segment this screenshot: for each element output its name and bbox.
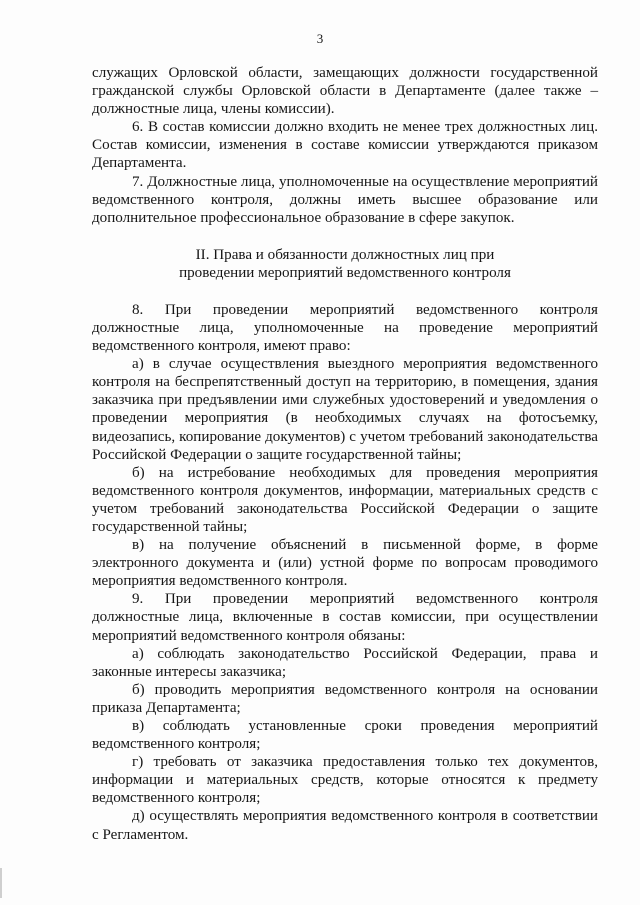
section-heading-line-2: проведении мероприятий ведомственного контроля [179,265,511,282]
paragraph-item-9b: б) проводить мероприятия ведомственного контроля на основании приказа Департамента; [92,681,598,716]
section-heading [92,246,598,283]
document-body [92,64,598,844]
paragraph-item-9: 9. При проведении мероприятий ведомственного контроля должностные лица, включенные в состав комиссии, при осуществлении мероприятий ведомственного контроля обязаны: [92,591,598,644]
paragraph-item-7: 7. Должностные лица, уполномоченные на осуществление мероприятий ведомственного контроля, должны иметь высшее образование или дополнительное профессиональное образование в сфере закупок. [92,173,598,226]
paragraph-item-9v: в) соблюдать установленные сроки проведения мероприятий ведомственного контроля; [92,718,598,753]
page-number: 3 [316,31,324,46]
paragraph-item-9d: д) осуществлять мероприятия ведомственного контроля в соответствии с Регламентом. [92,808,598,843]
paragraph-item-8b: б) на истребование необходимых для проведения мероприятия ведомственного контроля документов, информации, материальных средств с учетом требований законодательства Российской Федерации о защите государственной тайны; [92,464,598,535]
paragraph-item-8v: в) на получение объяснений в письменной форме, в форме электронного документа и (или) устной форме по вопросам проводимого мероприятия ведомственного контроля. [92,537,598,590]
paragraph-item-8: 8. При проведении мероприятий ведомственного контроля должностные лица, уполномоченные на проведение мероприятий ведомственного контроля, имеют право: [92,301,598,355]
paragraph-item-9g: г) требовать от заказчика предоставления только тех документов, информации и материальных средств, которые относятся к предмету ведомственного контроля; [92,754,598,807]
paragraph-item-8a: а) в случае осуществления выездного мероприятия ведомственного контроля на беспрепятственный доступ на территорию, в помещения, здания заказчика при предъявлении ими служебных удостоверений и уведомления о проведении мероприятия (в необходимых случаях на фотосъемку, видеозапись, копирование документов) с учетом требований законодательства Российской Федерации о защите государственной тайны; [92,356,598,463]
paragraph-continuation: служащих Орловской области, замещающих должности государственной гражданской службы Орловской области в Департаменте (далее также – должностные лица, члены комиссии). [92,65,598,118]
scan-edge-mark [0,868,2,898]
paragraph-item-6: 6. В состав комиссии должно входить не менее трех должностных лиц. Состав комиссии, изменения в составе комиссии утверждаются приказом Департамента. [92,119,598,172]
paragraph-item-9a: а) соблюдать законодательство Российской Федерации, права и законные интересы заказчика; [92,645,598,680]
section-heading-line-1: II. Права и обязанности должностных лиц при [195,246,495,263]
